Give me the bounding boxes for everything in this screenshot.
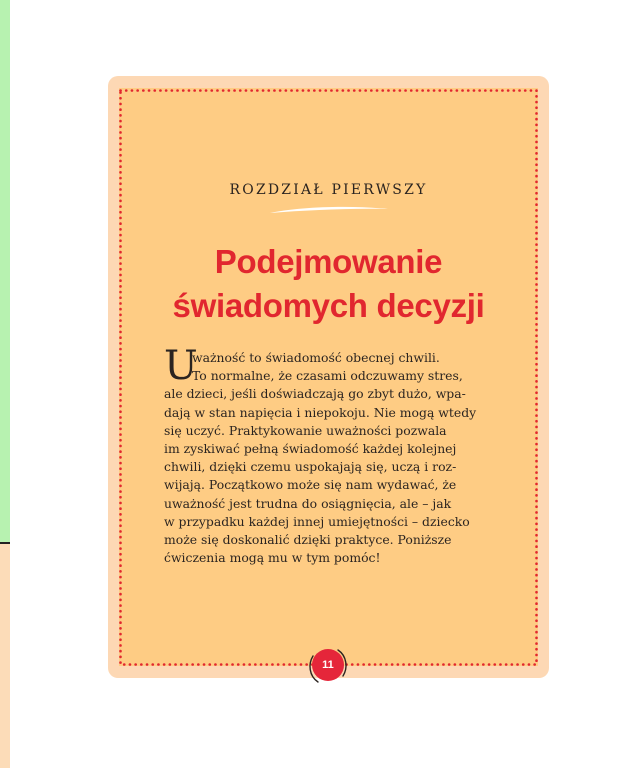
page-number: 11 xyxy=(312,649,344,681)
body-line: ćwiczenia mogą mu w tym pomóc! xyxy=(164,550,381,566)
body-line: może się doskonalić dzięki praktyce. Poniższe xyxy=(164,532,452,548)
chapter-label: ROZDZIAŁ PIERWSZY xyxy=(229,182,428,198)
body-line: To normalne, że czasami odczuwamy stres, xyxy=(192,368,463,384)
body-line: uważność jest trudna do osiągnięcia, ale – jak xyxy=(164,495,452,511)
chapter-title-line-2: świadomych decyzji xyxy=(172,287,485,324)
chapter-card xyxy=(108,76,549,678)
drop-cap: U xyxy=(164,343,198,389)
body-line: dają w stan napięcia i niepokoju. Nie mogą wtedy xyxy=(164,404,477,420)
chapter-title-line-1: Podejmowanie xyxy=(214,243,443,280)
body-line: ważność to świadomość obecnej chwili. xyxy=(192,350,440,365)
page-number-badge xyxy=(306,644,350,688)
page-edge-strip xyxy=(0,0,10,768)
body-line: wijają. Początkowo może się nam wydawać, że xyxy=(164,477,457,493)
body-paragraph xyxy=(164,349,504,567)
body-line: chwili, dzięki czemu uspokajają się, uczą i roz- xyxy=(164,459,457,475)
chapter-title xyxy=(108,240,549,328)
body-line: im zyskiwać pełną świadomość każdej kolejnej xyxy=(164,441,457,457)
body-line: ale dzieci, jeśli doświadczają go zbyt dużo, wpa- xyxy=(164,386,466,402)
body-line: w przypadku każdej innej umiejętności – dziecko xyxy=(164,513,470,529)
body-line: się uczyć. Praktykowanie uważności pozwala xyxy=(164,422,447,438)
page-edge-green xyxy=(0,0,10,542)
page-edge-peach xyxy=(0,544,10,768)
chapter-label-swoosh xyxy=(268,204,390,216)
